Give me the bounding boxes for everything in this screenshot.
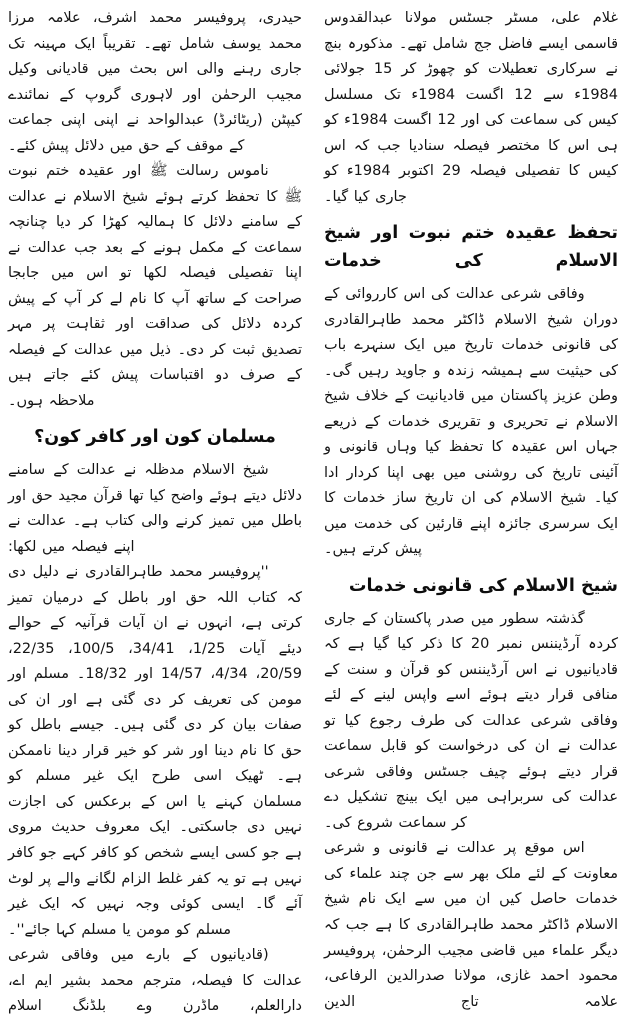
text-line: جاوید رہیں گی۔ وطن عزیز پاکستان میں قادیانیت کے [324, 362, 618, 405]
column-right [324, 6, 619, 1010]
text-line: صفات بیان کر دی گئی ہیں۔ جیسے باطل کو حق کا نام دینا اور شر کو [8, 717, 303, 759]
text-line: شامل تھے۔ مذکورہ بنچ نے سرکاری تعطیلات کو چھوڑ کر 15 [324, 35, 618, 78]
text-line: ایک بینچ تشکیل دے کر سماعت شروع کی۔ [324, 789, 467, 831]
text-line: ایک معروف حدیث مروی ہے جو کسی ایسے شخص کو کافر کہے جو [8, 819, 302, 861]
text-line: آرڈیننس کو قرآن و سنت کے منافی قرار دیتے ہوئے اسے [324, 661, 618, 704]
text-line: کا تحفظ کرتے ہوئے شیخ الاسلام نے عدالت کے سامنے دلائل [8, 188, 302, 231]
text-line: 18/32۔ مسلم اور مومن کی تعریف کر دی گئی ہے اور ان کی [8, 666, 302, 708]
paragraph [8, 943, 302, 1020]
text-line: گذشتہ سطور میں صدر پاکستان کے جاری کردہ [324, 610, 618, 653]
text-line: عدالت نے اپنا تفصیلی فیصلہ لکھا تو اس میں جابجا صراحت کے [8, 239, 302, 307]
text-line: ساتھ آپ کا نام لے کر آپ کے پیش کردہ دلائل کی صداقت اور [8, 290, 302, 333]
text-line: موقف کے حق میں دلائل پیش کئے۔ [8, 137, 224, 154]
text-line: تھے۔ تقریباً ایک مہینہ تک جاری رہنے والی اس بحث میں [8, 35, 302, 78]
paragraph [324, 836, 618, 1015]
text-line: ہے جب کہ دیگر علماء میں قاضی مجیب الرحمٰن، پروفیسر محمود [324, 916, 618, 985]
text-line: مسلمان کہنے یا اس کے برعکس کی اجازت نہیں دی جاسکتی۔ [8, 793, 302, 836]
text-line: کی خدمت میں پیش کرتے ہیں۔ [324, 515, 422, 558]
text-line: 100/5، 22/35، 20/59، 4/34، 14/57 اور [8, 640, 302, 683]
section-heading: تحفظ عقیدہ ختم نبوت اور شیخ الاسلام کی خدمات [324, 223, 618, 272]
text-line: ناموس رسالت ﷺ اور عقیدہ ختم نبوت ﷺ [8, 163, 302, 205]
paragraph [324, 282, 618, 563]
paragraph [8, 458, 302, 560]
text-line: اللہ حق اور باطل کے درمیان تمیز کرتی ہے، انہوں نے ان [8, 589, 303, 632]
text-line: قادیانی وکیل مجیب الرحمٰن اور لاہوری گروپ کے نمائندے [8, 61, 302, 103]
text-line: ان میں سے ایک نام شیخ الاسلام ڈاکٹر محمد طاہرالقادری کا [324, 891, 619, 933]
text-line: حیدری، پروفیسر محمد اشرف، علامہ مرزا محمد یوسف شامل [8, 10, 303, 52]
text-line: کافر نہیں ہے تو یہ کفر غلط الزام لگانے والے پر لوٹ آئے گا۔ [8, 844, 302, 913]
text-line: ان تاریخ ساز خدمات کا ایک سرسری جائزہ اپنے قارئین [324, 490, 618, 532]
text-line: غلام علی، مسٹر جسٹس مولانا عبدالقدوس قاسمی ایسے فاضل جج [324, 10, 619, 52]
paragraph [324, 6, 618, 210]
text-line: کے لئے ملک بھر سے جن چند علماء کی خدمات حاصل کیں [324, 865, 619, 908]
text-line: احمد غازی، مولانا صدرالدین الرفاعی، علامہ تاج الدین [324, 968, 618, 1010]
text-line: خلاف شیخ الاسلام نے تحریری و تقریری خدمات کے [324, 388, 618, 430]
text-line: ثقاہت پر مہر تصدیق ثبت کر دی۔ ذیل میں عدالت کے فیصلہ [8, 316, 302, 358]
text-line: واپس لینے کے لئے وفاقی شرعی عدالت کی طرف رجوع کیا [324, 687, 619, 729]
text-line: ایسی کوئی وجہ نہیں کہ ایک غیر مسلم کو مومن یا مسلم کہا جائے''۔ [8, 896, 245, 938]
text-line: اس موقع پر عدالت نے قانونی و شرعی معاونت [324, 840, 618, 882]
text-line: کیپٹن (ریٹائرڈ) عبدالواحد نے اپنی اپنی جماعت کے [8, 112, 302, 154]
text-line: وفاقی شرعی عدالت کی اس کارروائی کے [324, 286, 585, 303]
text-line: تاریخ کی روشنی میں بھی اپنا کردار ادا کیا۔ شیخ الاسلام کی [324, 464, 619, 507]
text-line: 1984ء کو جاری کیا گیا۔ [324, 163, 407, 205]
text-line: دوران شیخ الاسلام ڈاکٹر محمد طاہرالقادری کی قانونی خدمات [324, 311, 618, 354]
text-line: مترجم محمد بشیر ایم اے، دارالعلم، ماڈرن وے بلڈنگ اسلام [8, 972, 302, 1015]
text-line: تاریخ میں ایک سنہرے باب کی حیثیت سے ہمیشہ زندہ و [324, 337, 619, 379]
text-line: شیخ الاسلام مدظلہ نے عدالت کے سامنے دلائل [8, 462, 302, 504]
column-left [8, 6, 303, 1015]
text-line: ہوئے چیف جسٹس وفاقی شرعی عدالت کی سربراہی میں [324, 763, 619, 806]
text-line: کا ہمالیہ کھڑا کر دیا چنانچہ سماعت کے مکمل ہونے کے بعد جب [8, 214, 302, 256]
text-line: (قادیانیوں کے بارے میں وفاقی شرعی عدالت کا فیصلہ، [8, 947, 302, 989]
text-line: کے صرف دو اقتباسات پیش کئے جاتے ہیں ملاحظہ ہوں۔ [8, 367, 302, 409]
text-line: جولائی 1984ء سے 12 اگست 1984ء تک مسلسل کیس [324, 61, 619, 129]
text-line: فیصلہ سنادیا جب کہ اس کیس کا تفصیلی فیصلہ 29 اکتوبر [324, 137, 618, 180]
paragraph [8, 6, 302, 159]
paragraph [324, 607, 618, 837]
section-heading: مسلمان کون اور کافر کون؟ [34, 427, 276, 448]
text-line: ذریعے جہاں اس عقیدہ کا تحفظ کیا وہاں قانونی و آئینی [324, 413, 619, 481]
text-line: آیات قرآنیہ کے حوالے دیئے آیات 1/25، 34/41، [8, 615, 303, 657]
text-line: آرڈیننس نمبر 20 کا ذکر کیا گیا ہے کہ قادیانیوں نے اس [324, 636, 618, 678]
section-heading: شیخ الاسلام کی قانونی خدمات [348, 575, 618, 596]
text-line: تو عدالت نے ان کی درخواست کو قابل سماعت قرار دیتے [324, 712, 618, 780]
text-line: دیتے ہوئے واضح کیا تھا قرآن مجید حق اور باطل میں تمیز [8, 487, 302, 530]
paragraph [8, 159, 302, 414]
text-line: کی سماعت کی اور 12 اگست 1984ء کو ہی اس کا مختصر [324, 112, 619, 154]
text-line: ''پروفیسر محمد طاہرالقادری نے دلیل دی کہ کتاب [8, 564, 303, 606]
text-line: کرنے والی کتاب ہے۔ عدالت نے اپنے فیصلہ میں لکھا: [8, 513, 203, 555]
text-line: خیر قرار دینا ناممکن ہے۔ ٹھیک اسی طرح ایک غیر مسلم کو [8, 742, 302, 785]
paragraph [8, 560, 302, 943]
